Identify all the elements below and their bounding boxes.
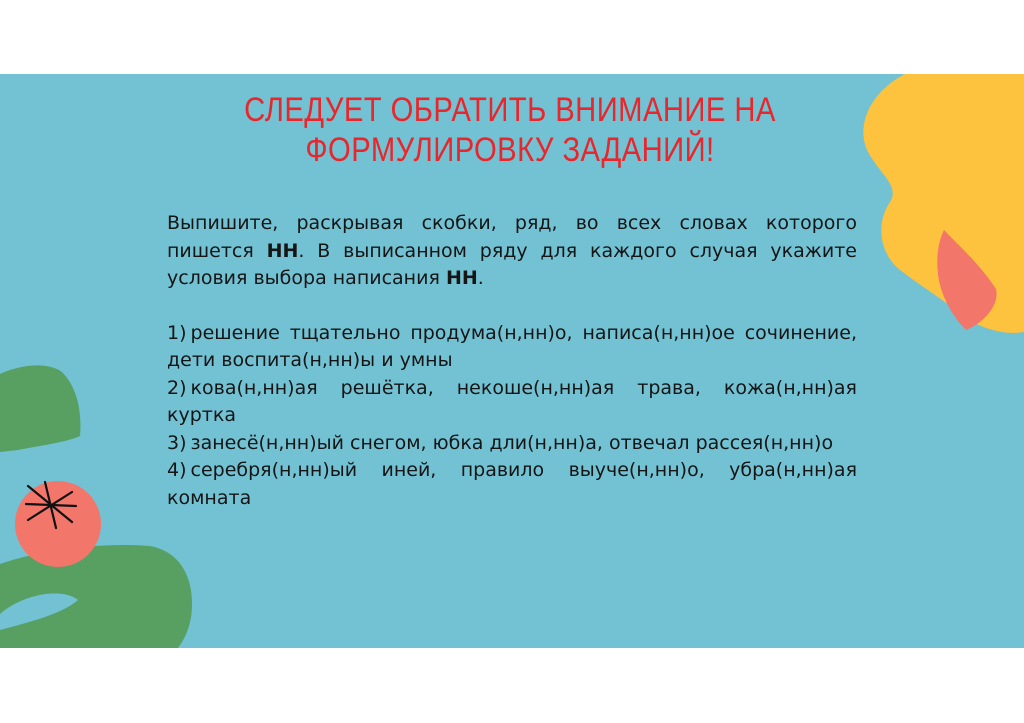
option-number: 4) [167,459,187,481]
coral-circle-shape [15,481,101,567]
option-2 [167,375,857,430]
title-line-2: ФОРМУЛИРОВКУ ЗАДАНИЙ! [305,131,715,169]
spacer [167,293,857,320]
option-text: занесё(н,нн)ый снегом, юбка дли(н,нн)а, отвечал рассея(н,нн)о [190,431,834,454]
slide [0,74,1024,648]
green-leaf-shape [0,365,80,452]
instruction-text-1: Выпишите, раскрывая скобки, ряд, во всех словах которого пишется [167,212,857,262]
instruction-text-3: . [477,267,484,289]
instruction-bold-1: НН [266,239,299,262]
option-text: решение тщательно продума(н,нн)о, написа(н,нн)ое сочинение, дети воспита(н,нн)ы и умны [167,321,857,371]
option-text: кова(н,нн)ая решётка, некоше(н,нн)ая трава, кожа(н,нн)ая куртка [167,376,857,426]
green-blob-shape [0,545,192,648]
option-4 [167,457,857,512]
instruction-bold-2: НН [445,267,478,289]
slide-title [200,90,819,170]
option-number: 1) [167,321,187,344]
task-content [167,210,857,512]
task-instruction [167,210,857,293]
instruction-text-2: . В выписанном ряду для каждого случая укажите условия выбора написания [167,239,857,289]
title-line-1: СЛЕДУЕТ ОБРАТИТЬ ВНИМАНИЕ НА [244,91,776,129]
option-number: 3) [167,431,187,454]
option-text: серебря(н,нн)ый иней, правило выуче(н,нн)о, убра(н,нн)ая комната [167,459,857,509]
option-3 [167,430,857,458]
option-1 [167,320,857,375]
option-number: 2) [167,376,187,399]
